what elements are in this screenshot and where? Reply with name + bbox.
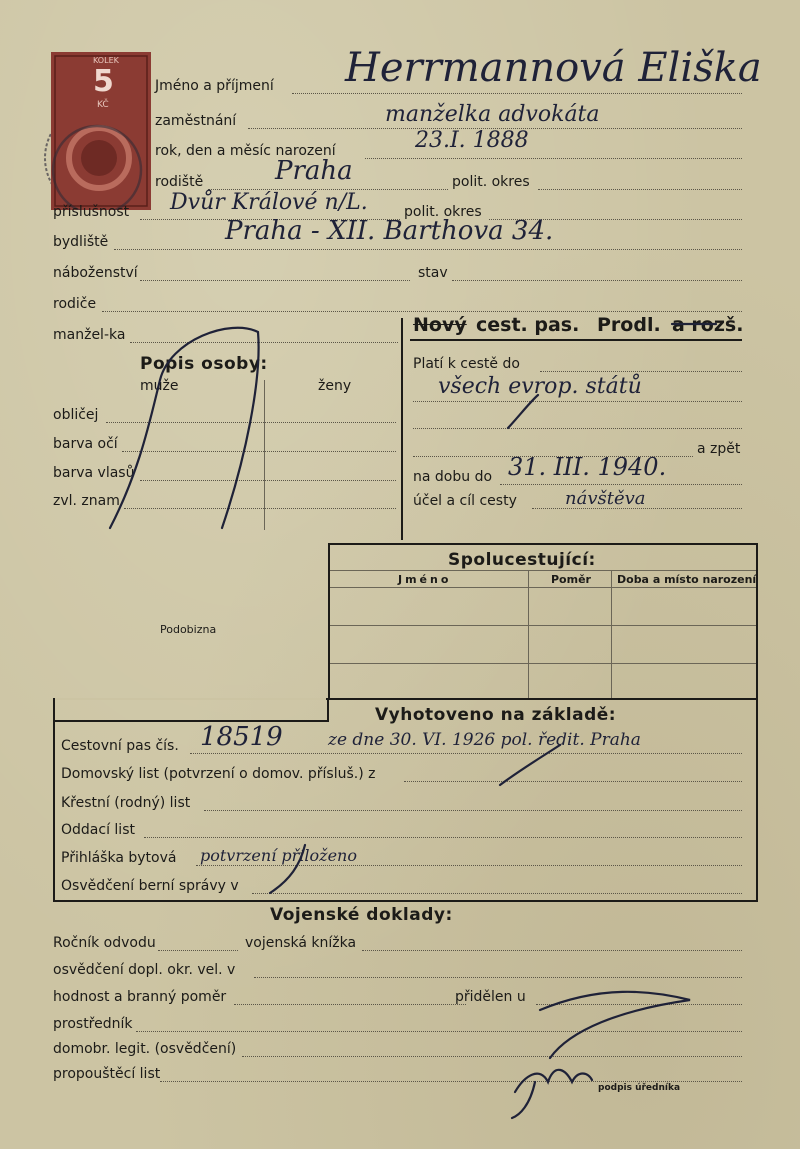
ink-pridelen-curl [540,992,690,1058]
popis-muze: muže [140,378,179,394]
podobizna-label: Podobizna [160,623,217,636]
spol-col-doba: Doba a místo narození [617,573,757,586]
popis-row-zvl-znam: zvl. znam [53,493,120,509]
label-manzel: manžel-ka [53,327,126,343]
hand-na-dobu: 31. III. 1940. [508,453,667,481]
voj-domobr: domobr. legit. (osvědčení) [53,1041,237,1057]
voj-propousteci: propouštěcí list [53,1066,161,1082]
hand-pas-cislo: 18519 [200,722,283,752]
label-zamestnani: zaměstnání [155,113,237,129]
popis-row-oblicej: obličej [53,407,99,423]
hand-narozeni: 23.I. 1888 [415,128,529,153]
hand-pas-z: ze dne 30. VI. 1926 pol. ředit. Praha [328,730,641,750]
vyh-row-oddaci: Oddací list [61,822,135,838]
passport-prodl: Prodl. [597,314,661,336]
label-narozeni: rok, den a měsíc narození [155,143,336,159]
voj-hodnost: hodnost a branný poměr [53,989,227,1005]
label-rodiste: rodiště [155,174,204,190]
ink-cross-slash [500,745,560,785]
passport-plati: Platí k cestě do [413,356,520,372]
stamp-currency: KČ [97,100,109,110]
hand-bydliste: Praha - XII. Barthova 34. [225,216,554,246]
hand-ucel: návštěva [565,488,646,509]
popis-title: Popis osoby: [140,354,268,374]
hand-prihlaska: potvrzení přiloženo [200,846,357,865]
hand-zamestnani: manželka advokáta [385,102,600,127]
label-rodice: rodiče [53,296,97,312]
passport-novy: Nový [413,314,467,336]
voj-pridelen: přidělen u [455,989,526,1005]
passport-a-rozs: a rozš. [672,314,744,336]
popis-row-barva-oci: barva očí [53,436,118,452]
spol-col-pomer: Poměr [551,573,591,586]
label-jmeno: Jméno a příjmení [155,78,274,94]
stamp-denomination: 5 [93,64,114,99]
voj-prostrednik: prostředník [53,1016,133,1032]
label-bydliste: bydliště [53,234,109,250]
passport-ucel: účel a cíl cesty [413,493,517,509]
vyh-row-domovsky: Domovský list (potvrzení o domov. přísluš.) z [61,766,376,782]
vyh-row-prihlaska: Přihláška bytová [61,850,177,866]
hand-cesta: všech evrop. států [438,374,642,399]
label-polit-okres-2: polit. okres [404,204,482,220]
passport-cest-pas: cest. pas. [476,314,580,336]
popis-row-barva-vlasu: barva vlasů [53,465,135,481]
vyh-row-krestni: Křestní (rodný) list [61,795,191,811]
spol-col-jmeno: Jméno [398,573,452,586]
voj-osvedceni: osvědčení dopl. okr. vel. v [53,962,236,978]
podpis-label: podpis úředníka [598,1083,681,1093]
ink-berni-slash [270,845,305,893]
label-stav: stav [418,265,448,281]
vojenske-title: Vojenské doklady: [270,905,453,925]
ink-popis-slash [110,328,259,528]
voj-rocnik: Ročník odvodu [53,935,156,951]
hand-rodiste: Praha [275,156,353,186]
ink-plati-hook [508,395,538,428]
voj-knizka: vojenská knížka [245,935,357,951]
hand-jmeno: Herrmannová Eliška [345,45,762,91]
ink-signature [512,1070,592,1118]
popis-zeny: ženy [318,378,352,394]
label-polit-okres-1: polit. okres [452,174,530,190]
passport-a-zpet: a zpět [697,441,741,457]
spolucestujici-title: Spolucestující: [448,550,596,570]
passport-na-dobu: na dobu do [413,469,493,485]
hand-prislusnost: Dvůr Králové n/L. [170,190,368,215]
vyh-row-pas: Cestovní pas čís. [61,738,179,754]
stamp-top-text: KOLEK [93,56,119,65]
label-nabozenstvi: náboženství [53,265,138,281]
label-prislusnost: příslušnost [53,204,130,220]
vyhotoveno-title: Vyhotoveno na základě: [375,705,617,725]
vyh-row-berni: Osvědčení berní správy v [61,878,239,894]
